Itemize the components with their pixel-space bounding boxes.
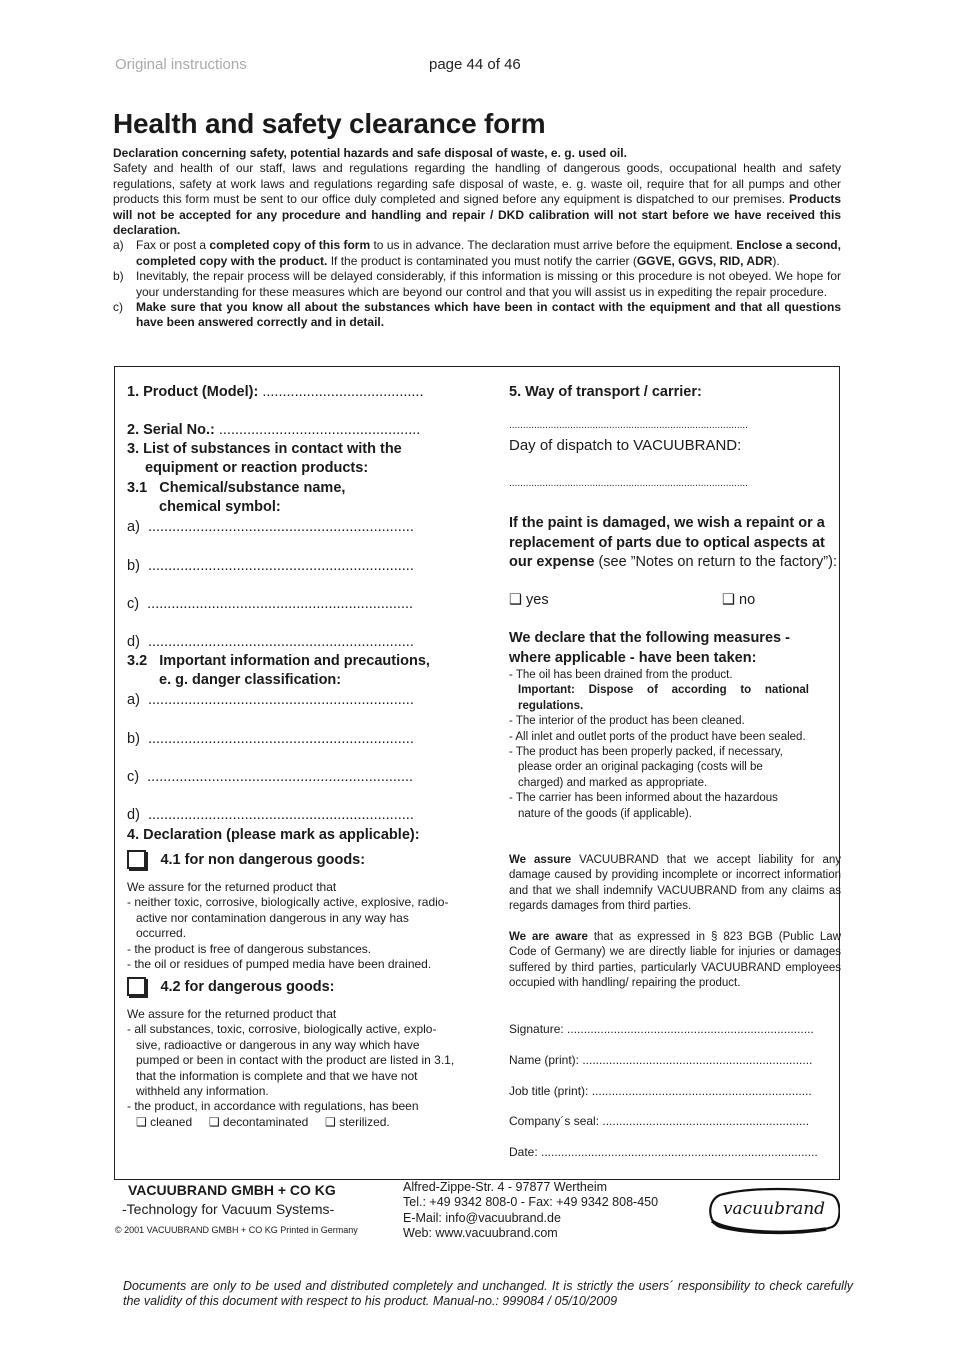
non-dangerous-checkbox[interactable] bbox=[127, 850, 146, 869]
paint-damage-text: If the paint is damaged, we wish a repaint or a replacement of parts due to optical aspects at our expense (see ”Notes on return to the factory”): bbox=[509, 515, 837, 570]
page-title: Health and safety clearance form bbox=[113, 108, 546, 139]
logo-text: vacuubrand bbox=[722, 1199, 826, 1219]
sterilized-option[interactable]: ❑ sterilized. bbox=[324, 1114, 390, 1129]
dangerous-label: 4.2 for dangerous goods: bbox=[160, 978, 335, 995]
section-3-heading: 3. List of substances in contact with the bbox=[127, 441, 402, 457]
non-dangerous-label: 4.1 for non dangerous goods: bbox=[160, 851, 366, 868]
product-model-field[interactable]: 1. Product (Model): ........................................ bbox=[127, 384, 424, 400]
paint-no-option[interactable]: ❑ no bbox=[722, 592, 756, 608]
page-number: page 44 of 46 bbox=[429, 56, 521, 73]
assure-statement: We assure VACUUBRAND that we accept liability for any damage caused by providing incomplete or incorrect information and that we shall indemnify VACUUBRAND from any claims as regards damages from third parties. bbox=[509, 854, 841, 913]
header-original-instructions: Original instructions bbox=[115, 56, 247, 73]
dangerous-checkbox[interactable] bbox=[127, 977, 146, 996]
section-3-2-heading-line2: e. g. danger classification: bbox=[159, 672, 342, 688]
substance-line-d[interactable]: d) .................................................................. bbox=[127, 634, 414, 650]
aware-statement: We are aware that as expressed in § 823 BGB (Public Law Code of Germany) we are directly liable for injuries or damages suffered by third parties, particularly VACUUBRAND employees occupied with handling/ repairing the product. bbox=[509, 931, 842, 990]
signature-field[interactable]: Signature: .......................................................................... bbox=[509, 1022, 814, 1036]
copyright: © 2001 VACUUBRAND GMBH + CO KG Printed in Germany bbox=[115, 1225, 358, 1235]
company-name: VACUUBRAND GMBH + CO KG bbox=[128, 1182, 336, 1198]
job-title-field[interactable]: Job title (print): .................................................................. bbox=[509, 1084, 812, 1098]
company-tagline: -Technology for Vacuum Systems- bbox=[122, 1201, 335, 1217]
section-3-heading-line2: equipment or reaction products: bbox=[145, 460, 369, 476]
company-seal-field[interactable]: Company´s seal: .............................................................. bbox=[509, 1114, 810, 1128]
substance-line-c[interactable]: c) .................................................................. bbox=[127, 596, 414, 612]
decontaminated-option[interactable]: ❑ decontaminated bbox=[208, 1114, 309, 1129]
precaution-line-b[interactable]: b) .................................................................. bbox=[127, 731, 414, 747]
serial-number-field[interactable]: 2. Serial No.: .................................................. bbox=[127, 422, 421, 438]
intro-lead: Declaration concerning safety, potential hazards and safe disposal of waste, e. g. used oil. bbox=[113, 146, 627, 160]
paint-yes-option[interactable]: ❑ yes bbox=[509, 592, 549, 608]
substance-line-a[interactable]: a) .................................................................. bbox=[127, 519, 414, 535]
disclaimer: Documents are only to be used and distributed completely and unchanged. It is strictly the users´ responsibility to check carefully the validity of this document with respect to his product. Manual-no.: 999084 / 05/10/2009 bbox=[123, 1279, 853, 1309]
non-dangerous-text: We assure for the returned product that - neither toxic, corrosive, biologically active, explosive, radio- active nor contamination dangerous in any way has occurred. - the product is free of dangerous substances. - the oil or residues of pumped media have been drained. bbox=[127, 880, 449, 972]
intro-paragraph: Safety and health of our staff, laws and regulations regarding the handling of dangerous goods, occupational health and safety regulations, safety at work laws and regulations regarding safe disposal of waste, e. g. waste oil, require that for all pumps and other products this form must be sent to our office duly completed and signed before any equipment is dispatched to our premises. Products will not be accepted for any procedure and handling and repair / DKD calibration will not start before we have received this declaration. bbox=[113, 161, 841, 238]
section-3-2-heading: 3.2 Important information and precautions, bbox=[127, 653, 430, 669]
measures-heading: We declare that the following measures - where applicable - have been taken: bbox=[509, 630, 790, 666]
intro-item-a: a) Fax or post a completed copy of this form to us in advance. The declaration must arrive before the equipment. Enclose a second, completed copy with the product. If the product is contaminated you must notify the carrier (GGVE, GGVS, RID, ADR). bbox=[113, 238, 841, 268]
vacuubrand-logo bbox=[708, 1187, 840, 1235]
cleaned-option[interactable]: ❑ cleaned bbox=[136, 1114, 193, 1129]
substance-line-b[interactable]: b) .................................................................. bbox=[127, 558, 414, 574]
section-4-heading: 4. Declaration (please mark as applicable): bbox=[127, 827, 420, 843]
name-field[interactable]: Name (print): ..................................................................... bbox=[509, 1053, 813, 1067]
dangerous-option[interactable] bbox=[127, 977, 487, 996]
section-5-heading: 5. Way of transport / carrier: bbox=[509, 384, 702, 400]
section-3-1-heading: 3.1 Chemical/substance name, bbox=[127, 480, 346, 496]
precaution-line-c[interactable]: c) .................................................................. bbox=[127, 769, 414, 785]
section-3-1-heading-line2: chemical symbol: bbox=[159, 499, 281, 515]
precaution-line-a[interactable]: a) .................................................................. bbox=[127, 692, 414, 708]
carrier-field[interactable]: ...................................................................................... bbox=[509, 420, 748, 431]
intro-item-c: c) Make sure that you know all about the substances which have been in contact with the equipment and that all questions have been answered correctly and in detail. bbox=[113, 300, 841, 330]
dispatch-label: Day of dispatch to VACUUBRAND: bbox=[509, 437, 742, 454]
precaution-line-d[interactable]: d) .................................................................. bbox=[127, 807, 414, 823]
intro-item-b: b) Inevitably, the repair process will be delayed considerably, if this information is missing or this procedure is not obeyed. We hope for your understanding for these measures which are beyond our control and that you will assist us in expediting the repair procedure. bbox=[113, 269, 841, 299]
intro-section bbox=[113, 146, 841, 331]
company-address: Alfred-Zippe-Str. 4 - 97877 Wertheim Tel.: +49 9342 808-0 - Fax: +49 9342 808-450 E-Mail: info@vacuubrand.de Web: www.vacuubrand.com bbox=[403, 1180, 659, 1241]
dangerous-text: We assure for the returned product that - all substances, toxic, corrosive, biologically active, explo- sive, radioactive or dangerous in any way which have pumped or been in contact with the product are listed in 3.1, that the information is complete and that we have not withheld any information. - the product, in accordance with regulations, has been ❑ cleaned ❑ decontaminated ❑ sterilized. bbox=[127, 1007, 455, 1129]
date-field[interactable]: Date: ................................................................................... bbox=[509, 1145, 818, 1159]
dispatch-field[interactable]: ...................................................................................... bbox=[509, 478, 748, 489]
measures-list: - The oil has been drained from the product. Important: Dispose of according to national regulations. - The interior of the product has been cleaned. - All inlet and outlet ports of the product have been sealed. - The product has been properly packed, if necessary, please order an original packaging (costs will be charged) and marked as appropriate. - The carrier has been informed about the hazardous nature of the goods (if applicable). bbox=[509, 669, 809, 820]
non-dangerous-option[interactable] bbox=[127, 850, 487, 869]
